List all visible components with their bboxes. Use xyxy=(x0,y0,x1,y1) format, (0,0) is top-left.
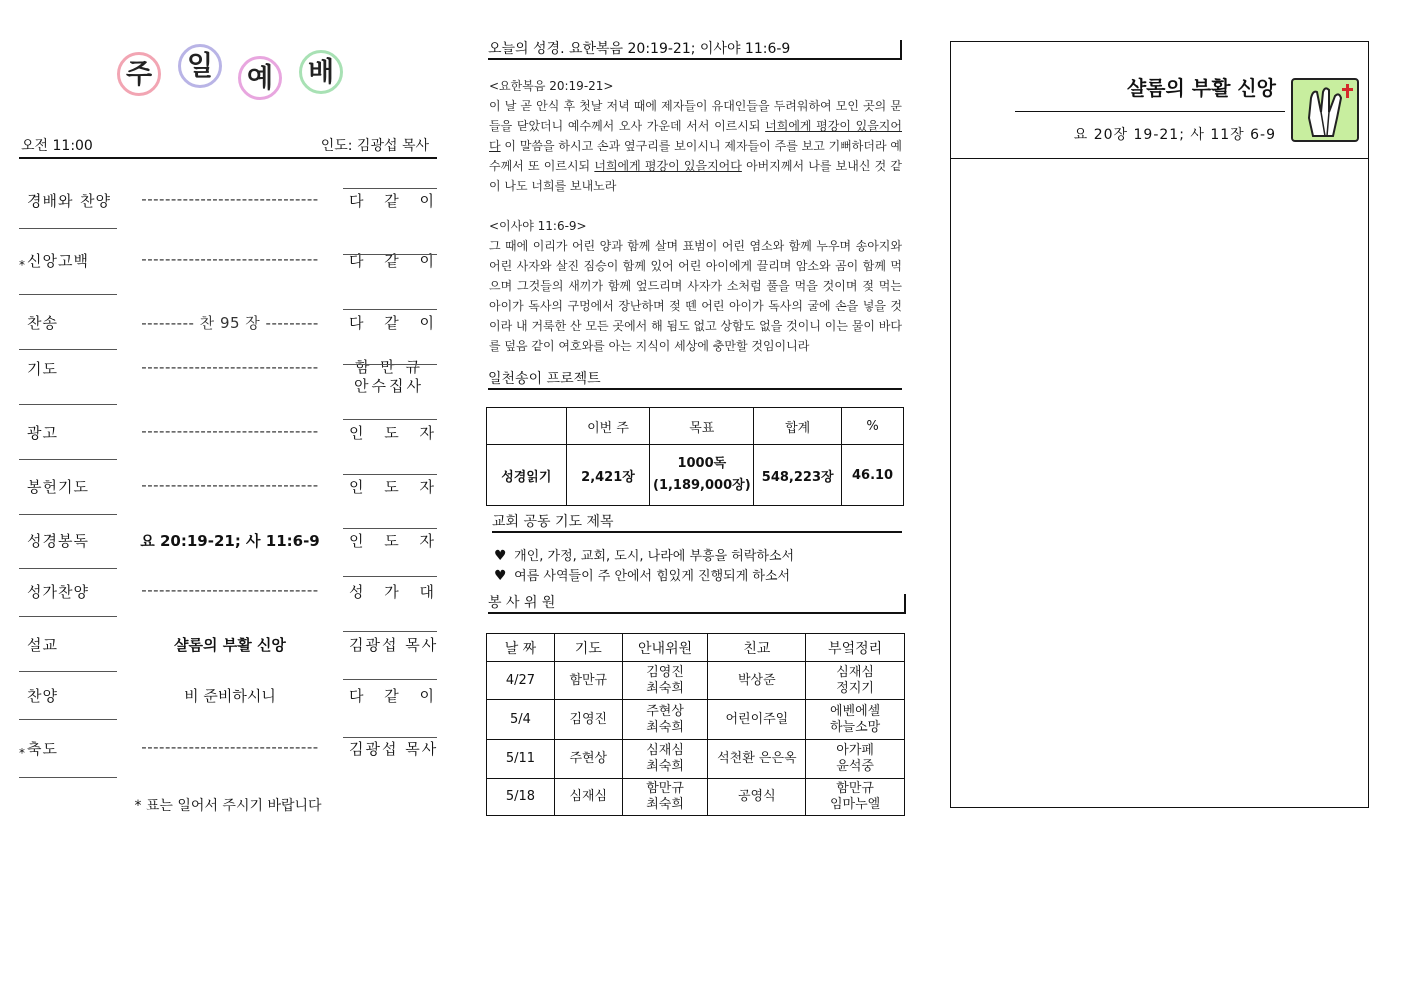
row-underline xyxy=(19,777,117,778)
order-person: 다 같 이 xyxy=(349,314,443,332)
service-prayer-line: 심재심 xyxy=(569,789,608,804)
service-kitchen-line: 아가페 xyxy=(836,743,874,758)
sermon-panel xyxy=(950,41,1369,808)
bulletin-info-panel xyxy=(486,40,906,820)
service-header-prayer: 기도 xyxy=(554,634,622,662)
service-date-line: 5/18 xyxy=(505,789,536,804)
order-detail: ------------------------------ xyxy=(141,422,319,440)
service-time-row xyxy=(19,135,437,159)
order-detail: ------------------------------ xyxy=(141,190,319,208)
service-kitchen xyxy=(806,662,905,700)
sermon-title: 샬롬의 부활 신앙 xyxy=(1126,76,1276,100)
row-underline xyxy=(19,349,117,350)
worship-order-panel xyxy=(19,40,443,820)
service-fellowship xyxy=(708,700,806,740)
service-kitchen-line: 임마누엘 xyxy=(829,797,881,812)
service-date-line: 4/27 xyxy=(505,672,536,688)
prayer-heading: 교회 공동 기도 제목 xyxy=(492,513,902,533)
order-label: 봉헌기도 xyxy=(27,478,89,496)
project-table xyxy=(486,407,904,506)
order-person: 인 도 자 xyxy=(349,478,443,496)
service-kitchen xyxy=(806,740,905,779)
service-row xyxy=(487,740,905,779)
prayer-text: 여름 사역들이 주 안에서 힘있게 진행되게 하소서 xyxy=(514,569,791,584)
service-date xyxy=(487,779,555,816)
service-usher-line: 함만규 xyxy=(646,781,684,796)
service-table xyxy=(486,633,905,816)
service-fellowship-line: 박상준 xyxy=(738,672,776,688)
row-underline xyxy=(343,631,437,632)
order-detail: ------------------------------ xyxy=(141,358,319,376)
service-usher-line: 주현상 xyxy=(646,703,684,719)
order-person: 다 같 이 xyxy=(349,192,443,210)
row-underline xyxy=(19,719,117,720)
service-prayer xyxy=(554,740,622,779)
row-underline xyxy=(343,679,437,680)
john-ref: <요한복음 20:19-21> xyxy=(489,79,614,93)
order-person: 인 도 자 xyxy=(349,532,443,550)
order-label: 축도 xyxy=(27,740,58,758)
service-prayer-line: 주현상 xyxy=(569,751,608,766)
service-usher-line: 심재심 xyxy=(646,743,684,758)
order-detail: 비 준비하시니 xyxy=(184,687,276,705)
order-label: 광고 xyxy=(27,424,58,442)
service-kitchen-line: 에벤에셀 xyxy=(829,703,881,719)
row-underline xyxy=(19,459,117,460)
project-row-label: 성경읽기 xyxy=(487,445,567,506)
order-person: 성 가 대 xyxy=(349,583,443,601)
project-goal-line2: (1,189,000장) xyxy=(653,478,751,493)
project-header-empty xyxy=(487,408,567,445)
heart-icon: ♥ xyxy=(494,548,507,564)
service-fellowship-line: 공영식 xyxy=(738,789,776,804)
order-label: 찬송 xyxy=(27,314,58,332)
service-row xyxy=(487,700,905,740)
project-header-total: 합계 xyxy=(754,408,842,445)
row-underline xyxy=(343,737,437,738)
service-fellowship xyxy=(708,662,806,700)
row-underline xyxy=(343,474,437,475)
service-usher xyxy=(622,740,708,779)
service-row xyxy=(487,662,905,700)
service-kitchen-line: 심재심 xyxy=(836,664,874,680)
order-detail: 요 20:19-21; 사 11:6-9 xyxy=(140,532,320,550)
row-underline xyxy=(343,419,437,420)
service-usher xyxy=(622,700,708,740)
worship-title xyxy=(19,40,439,110)
title-char-4: 배 xyxy=(299,50,343,94)
project-total: 548,223장 xyxy=(754,445,842,506)
project-header-percent: % xyxy=(842,408,904,445)
standing-note: * 표는 일어서 주시기 바랍니다 xyxy=(134,798,322,814)
project-percent: 46.10 xyxy=(842,445,904,506)
row-underline xyxy=(343,309,437,310)
service-row xyxy=(487,779,905,816)
isaiah-passage xyxy=(489,216,902,356)
service-usher-line: 최숙희 xyxy=(646,719,684,735)
service-fellowship-line: 석천환 은은옥 xyxy=(717,751,797,766)
service-usher xyxy=(622,779,708,816)
row-underline xyxy=(19,228,117,229)
sermon-divider xyxy=(1015,111,1285,112)
project-header-goal: 목표 xyxy=(650,408,754,445)
service-kitchen xyxy=(806,700,905,740)
project-goal-line1: 1000독 xyxy=(677,456,727,471)
row-underline xyxy=(343,364,437,365)
prayer-text: 개인, 가정, 교회, 도시, 나라에 부흥을 허락하소서 xyxy=(514,549,795,564)
standing-mark: * xyxy=(19,258,25,272)
service-prayer xyxy=(554,662,622,700)
order-label: 성경봉독 xyxy=(27,532,89,550)
row-underline xyxy=(19,294,117,295)
service-kitchen xyxy=(806,779,905,816)
prayer-item-2 xyxy=(494,565,790,584)
order-label: 성가찬양 xyxy=(27,583,89,601)
row-underline xyxy=(19,404,117,405)
row-underline xyxy=(19,514,117,515)
service-date xyxy=(487,740,555,779)
project-header-week: 이번 주 xyxy=(566,408,650,445)
standing-mark: * xyxy=(19,746,25,760)
order-person-line: 함 만 규 xyxy=(354,358,423,376)
row-underline xyxy=(343,528,437,529)
john-text-part: 이 날 곧 안식 후 첫날 저녁 때에 제자들이 유대인들을 두려워하여 모인 곳의 문들을 닫았더니 예수께서 오사 가운데 서서 이르시되 xyxy=(489,99,902,133)
order-label: 기도 xyxy=(27,360,58,378)
order-detail: ------------------------------ xyxy=(141,581,319,599)
service-usher xyxy=(622,662,708,700)
service-date xyxy=(487,662,555,700)
john-text-part: 이 말씀을 하시고 손과 옆구리를 보이시니 제자들이 주를 보고 기뻐하더라 예수께서 또 이르시되 xyxy=(489,139,902,173)
service-header-kitchen: 부엌정리 xyxy=(806,634,905,662)
service-date-line: 5/4 xyxy=(509,711,531,727)
scripture-heading: 오늘의 성경. 요한복음 20:19-21; 이사야 11:6-9 xyxy=(488,40,902,60)
service-prayer-line: 함만규 xyxy=(569,672,608,688)
row-underline xyxy=(343,254,437,255)
heart-icon: ♥ xyxy=(494,568,507,584)
row-underline xyxy=(19,671,117,672)
order-label: 설교 xyxy=(27,636,58,654)
service-header-usher: 안내위원 xyxy=(622,634,708,662)
project-heading: 일천송이 프로젝트 xyxy=(488,370,902,390)
service-kitchen-line: 하늘소망 xyxy=(829,719,881,735)
order-detail: ------------------------------ xyxy=(141,250,319,268)
john-passage xyxy=(489,76,902,196)
order-detail: 샬롬의 부활 신앙 xyxy=(174,636,286,654)
title-char-3: 예 xyxy=(238,56,282,100)
order-label: 경배와 찬양 xyxy=(27,192,111,210)
john-underline-1: 너희에게 평강이 있을지어다 xyxy=(489,119,902,153)
service-prayer-line: 김영진 xyxy=(569,711,608,727)
service-prayer xyxy=(554,700,622,740)
prayer-item-1 xyxy=(494,545,794,564)
service-kitchen-line: 정지기 xyxy=(836,680,874,696)
title-char-1: 주 xyxy=(117,52,161,96)
sermon-reference: 요 20장 19-21; 사 11장 6-9 xyxy=(1073,127,1276,143)
row-underline xyxy=(343,576,437,577)
service-kitchen-line: 윤석중 xyxy=(836,759,874,774)
order-person-line: 안수집사 xyxy=(354,377,424,395)
isaiah-text: 그 때에 이리가 어린 양과 함께 살며 표범이 어린 염소와 함께 누우며 송아지와 어린 사자와 살진 짐승이 함께 있어 어린 아이에게 끌리며 암소와 곰이 함께 먹으며 그것들의 새끼가 함께 엎드리며 사자가 소처럼 풀을 먹을 것이며 젖 먹는 아이가 독사의 구멍에서 장난하며 젖 뗀 어린 아이가 독사의 굴에 손을 넣을 것이라 내 거룩한 산 모든 곳에서 해 됨도 없고 상함도 없을 것이니 이는 물이 바다를 덮음 같이 여호와를 아는 지식이 세상에 충만할 것임이니라 xyxy=(489,239,902,353)
order-person: 다 같 이 xyxy=(349,252,443,270)
order-detail: ------------------------------ xyxy=(141,738,319,756)
order-person: 김광섭 목사 xyxy=(349,636,439,654)
row-underline xyxy=(19,616,117,617)
service-time: 오전 11:00 xyxy=(21,138,93,154)
john-text-part: 아버지께서 나를 보내신 것 같이 나도 너희를 보내노라 xyxy=(489,159,902,193)
order-person: 김광섭 목사 xyxy=(349,740,439,758)
title-char-2: 일 xyxy=(178,44,222,88)
service-usher-line: 최숙희 xyxy=(646,759,684,774)
order-label: 찬양 xyxy=(27,687,58,705)
john-text xyxy=(489,96,902,196)
service-fellowship xyxy=(708,779,806,816)
service-leader: 인도: 김광섭 목사 xyxy=(320,138,429,154)
isaiah-ref: <이사야 11:6-9> xyxy=(489,219,587,233)
service-usher-line: 최숙희 xyxy=(646,680,684,696)
service-kitchen-line: 함만규 xyxy=(836,781,874,796)
praying-hands-icon xyxy=(1291,78,1359,142)
project-this-week: 2,421장 xyxy=(566,445,650,506)
project-goal xyxy=(650,445,754,506)
service-header-date: 날 짜 xyxy=(487,634,555,662)
service-prayer xyxy=(554,779,622,816)
order-person: 인 도 자 xyxy=(349,424,443,442)
service-date xyxy=(487,700,555,740)
service-date-line: 5/11 xyxy=(505,751,536,766)
service-fellowship xyxy=(708,740,806,779)
service-header-fellowship: 친교 xyxy=(708,634,806,662)
order-person: 다 같 이 xyxy=(349,687,443,705)
service-heading: 봉 사 위 원 xyxy=(488,594,906,614)
row-underline xyxy=(19,568,117,569)
sermon-header xyxy=(951,42,1368,159)
service-usher-line: 최숙희 xyxy=(646,797,684,812)
service-fellowship-line: 어린이주일 xyxy=(725,711,789,727)
john-underline-2: 너희에게 평강이 있을지어다 xyxy=(594,159,742,173)
row-underline xyxy=(343,188,437,189)
order-detail: ------------------------------ xyxy=(141,476,319,494)
order-label: 신앙고백 xyxy=(27,252,89,270)
order-detail: --------- 찬 95 장 --------- xyxy=(141,314,319,332)
service-usher-line: 김영진 xyxy=(646,664,684,680)
